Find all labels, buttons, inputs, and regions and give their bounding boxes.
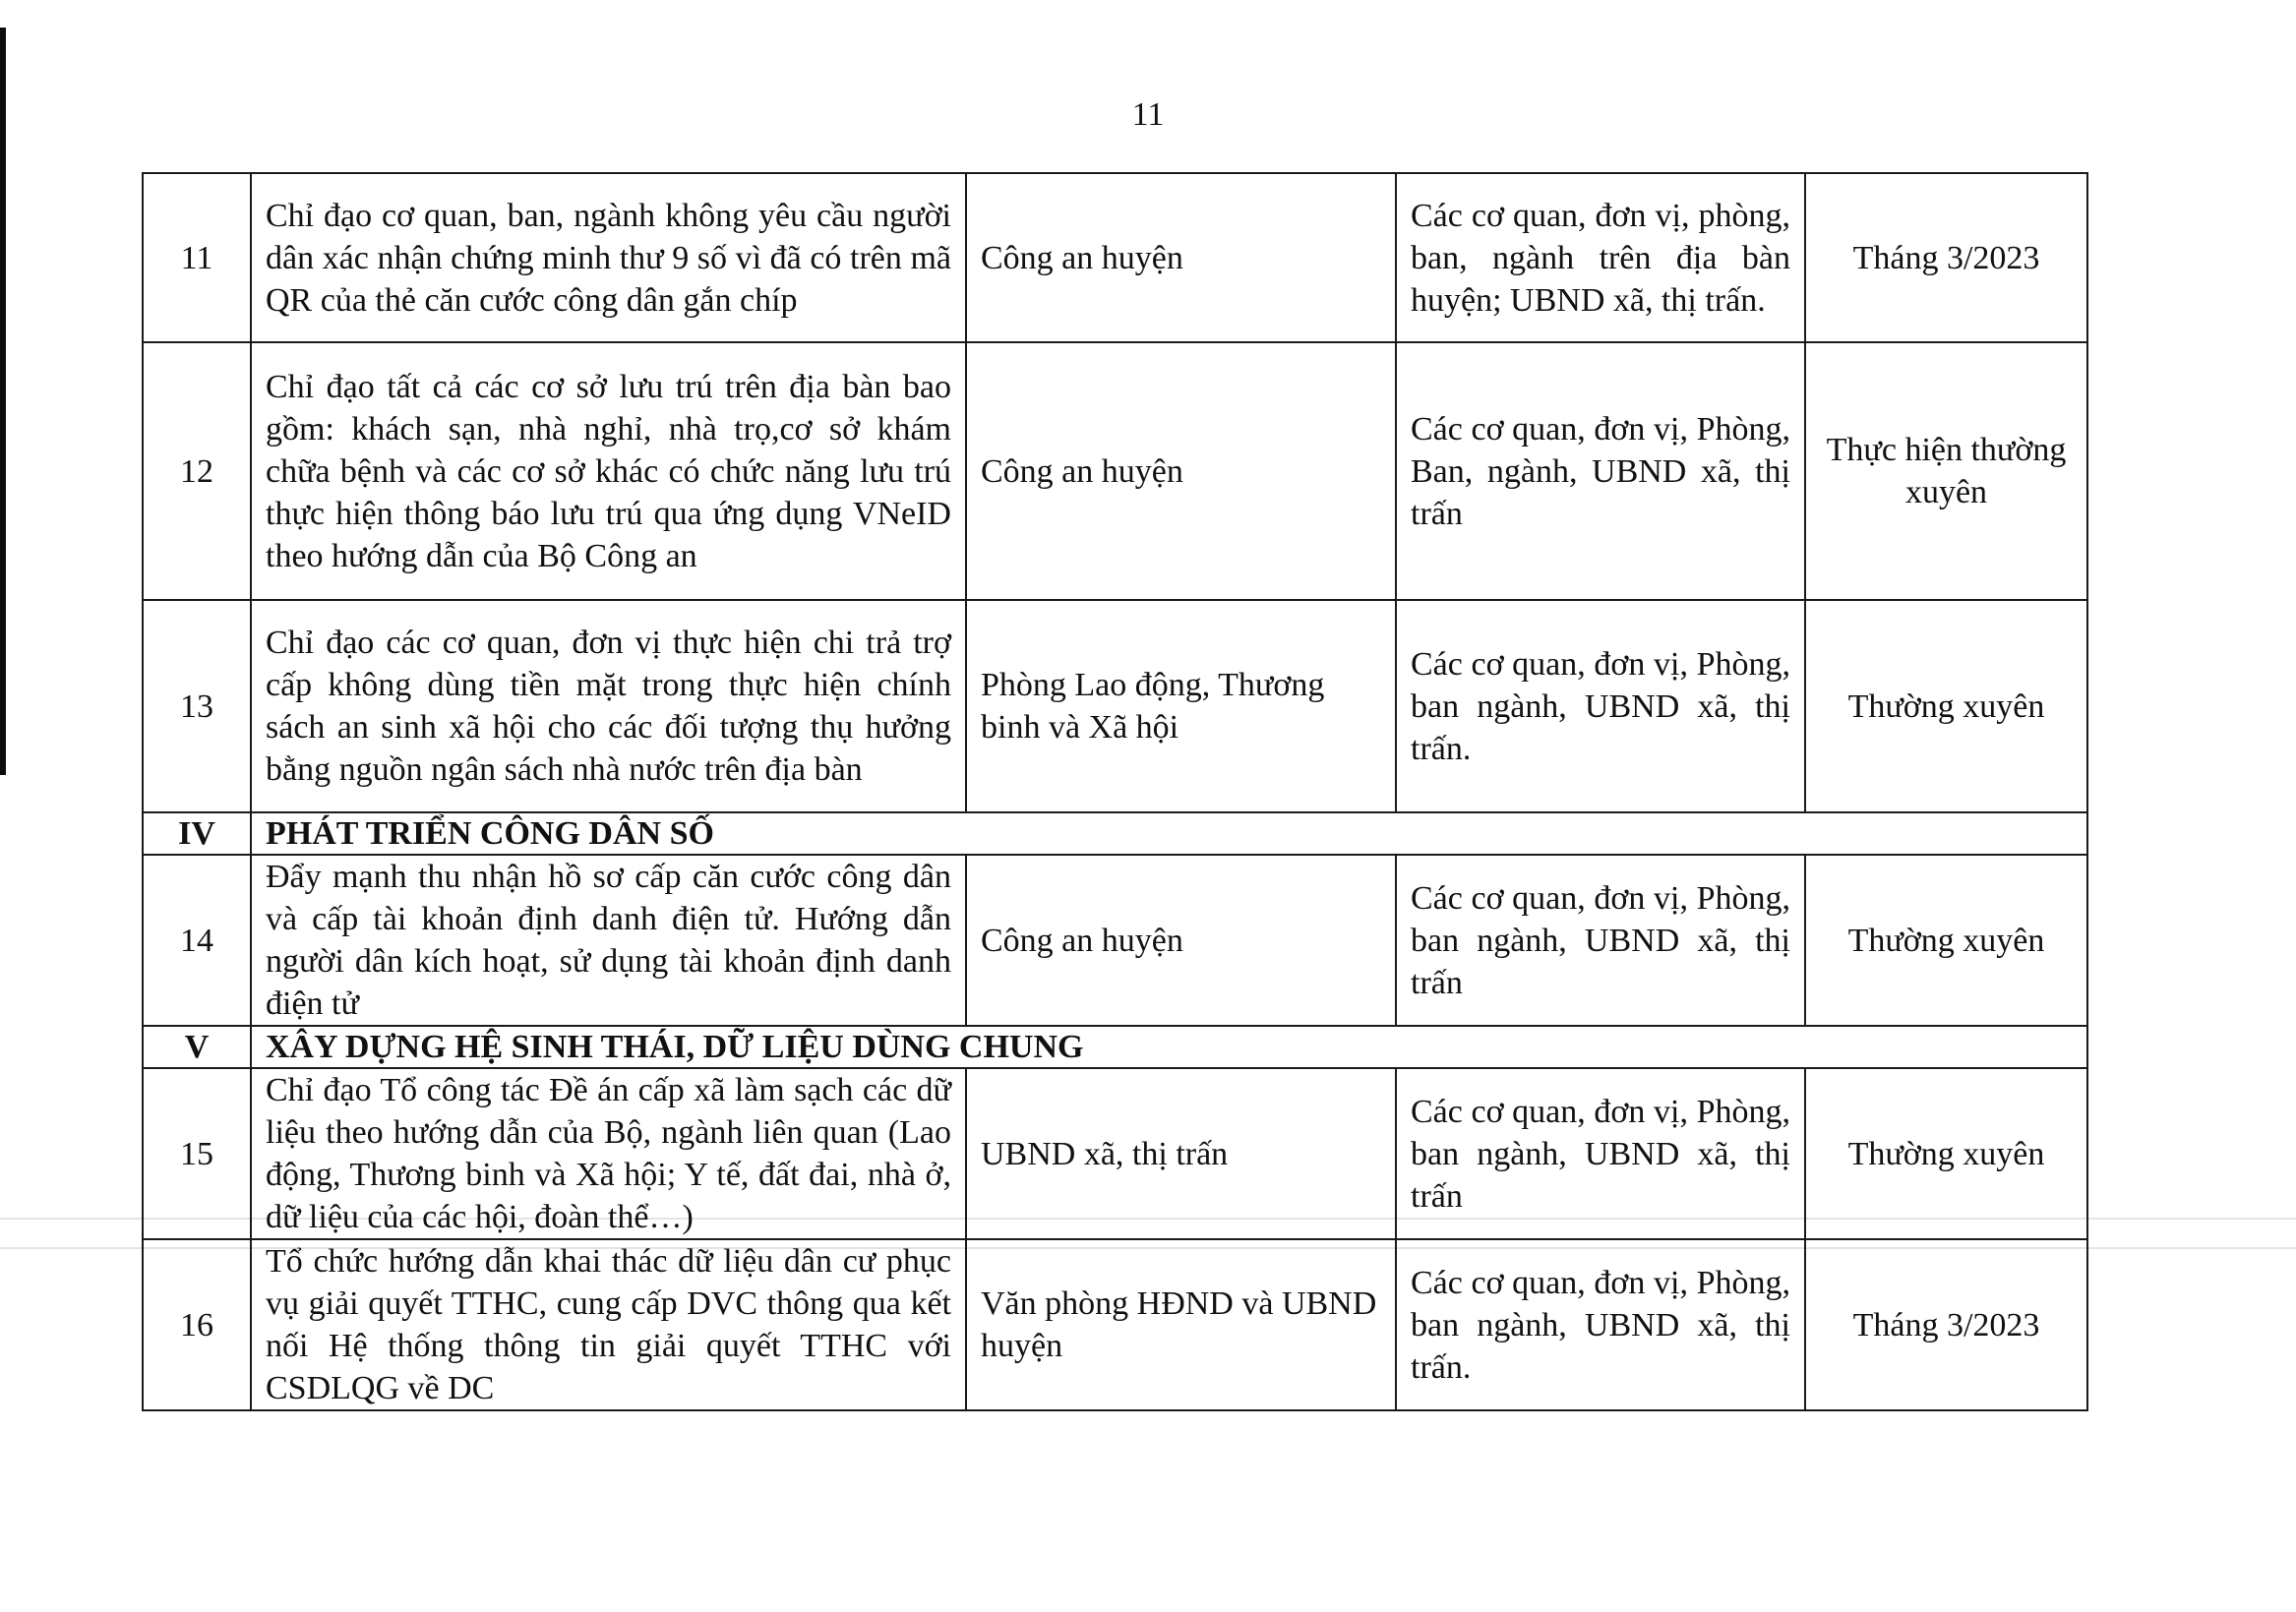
lead-agency: UBND xã, thị trấn bbox=[966, 1068, 1396, 1239]
section-number: IV bbox=[143, 812, 251, 855]
task-number: 15 bbox=[143, 1068, 251, 1239]
coordinating-agencies: Các cơ quan, đơn vị, Phòng, ban ngành, UBND xã, thị trấn. bbox=[1396, 600, 1805, 812]
task-number: 11 bbox=[143, 173, 251, 342]
task-description: Chỉ đạo cơ quan, ban, ngành không yêu cầu người dân xác nhận chứng minh thư 9 số vì đã có trên mã QR của thẻ căn cước công dân gắn chíp bbox=[251, 173, 966, 342]
task-number: 13 bbox=[143, 600, 251, 812]
lead-agency: Phòng Lao động, Thương binh và Xã hội bbox=[966, 600, 1396, 812]
completion-time: Thường xuyên bbox=[1805, 855, 2087, 1026]
task-number: 14 bbox=[143, 855, 251, 1026]
task-row bbox=[143, 173, 2087, 342]
completion-time: Thường xuyên bbox=[1805, 600, 2087, 812]
coordinating-agencies: Các cơ quan, đơn vị, Phòng, Ban, ngành, UBND xã, thị trấn bbox=[1396, 342, 1805, 600]
coordinating-agencies: Các cơ quan, đơn vị, Phòng, ban ngành, UBND xã, thị trấn bbox=[1396, 855, 1805, 1026]
task-table bbox=[142, 172, 2088, 1411]
task-description: Chỉ đạo các cơ quan, đơn vị thực hiện chi trả trợ cấp không dùng tiền mặt trong thực hiện chính sách an sinh xã hội cho các đối tượng thụ hưởng bằng nguồn ngân sách nhà nước trên địa bàn bbox=[251, 600, 966, 812]
lead-agency: Công an huyện bbox=[966, 855, 1396, 1026]
coordinating-agencies: Các cơ quan, đơn vị, Phòng, ban ngành, UBND xã, thị trấn. bbox=[1396, 1239, 1805, 1410]
task-number: 12 bbox=[143, 342, 251, 600]
section-row bbox=[143, 812, 2087, 855]
task-description: Đẩy mạnh thu nhận hồ sơ cấp căn cước công dân và cấp tài khoản định danh điện tử. Hướng dẫn người dân kích hoạt, sử dụng tài khoản định danh điện tử bbox=[251, 855, 966, 1026]
task-description: Tổ chức hướng dẫn khai thác dữ liệu dân cư phục vụ giải quyết TTHC, cung cấp DVC thông qua kết nối Hệ thống thông tin giải quyết TTHC với CSDLQG về DC bbox=[251, 1239, 966, 1410]
task-row bbox=[143, 1068, 2087, 1239]
page-number: 11 bbox=[1131, 96, 1165, 133]
completion-time: Tháng 3/2023 bbox=[1805, 1239, 2087, 1410]
task-row bbox=[143, 342, 2087, 600]
lead-agency: Văn phòng HĐND và UBND huyện bbox=[966, 1239, 1396, 1410]
task-description: Chỉ đạo tất cả các cơ sở lưu trú trên địa bàn bao gồm: khách sạn, nhà nghỉ, nhà trọ,cơ sở khám chữa bệnh và các cơ sở khác có chức năng lưu trú thực hiện thông báo lưu trú qua ứng dụng VNeID theo hướng dẫn của Bộ Công an bbox=[251, 342, 966, 600]
task-row bbox=[143, 600, 2087, 812]
coordinating-agencies: Các cơ quan, đơn vị, Phòng, ban ngành, UBND xã, thị trấn bbox=[1396, 1068, 1805, 1239]
section-title: XÂY DỰNG HỆ SINH THÁI, DỮ LIỆU DÙNG CHUNG bbox=[251, 1026, 2087, 1068]
completion-time: Thường xuyên bbox=[1805, 1068, 2087, 1239]
section-title: PHÁT TRIỂN CÔNG DÂN SỐ bbox=[251, 812, 2087, 855]
task-description: Chỉ đạo Tổ công tác Đề án cấp xã làm sạch các dữ liệu theo hướng dẫn của Bộ, ngành liên quan (Lao động, Thương binh và Xã hội; Y tế, đất đai, nhà ở, dữ liệu của các hội, đoàn thể…) bbox=[251, 1068, 966, 1239]
scan-edge-bar bbox=[0, 28, 6, 775]
coordinating-agencies: Các cơ quan, đơn vị, phòng, ban, ngành trên địa bàn huyện; UBND xã, thị trấn. bbox=[1396, 173, 1805, 342]
section-number: V bbox=[143, 1026, 251, 1068]
task-row bbox=[143, 855, 2087, 1026]
lead-agency: Công an huyện bbox=[966, 173, 1396, 342]
task-table-body bbox=[143, 173, 2087, 1410]
task-number: 16 bbox=[143, 1239, 251, 1410]
completion-time: Thực hiện thường xuyên bbox=[1805, 342, 2087, 600]
completion-time: Tháng 3/2023 bbox=[1805, 173, 2087, 342]
lead-agency: Công an huyện bbox=[966, 342, 1396, 600]
task-row bbox=[143, 1239, 2087, 1410]
section-row bbox=[143, 1026, 2087, 1068]
